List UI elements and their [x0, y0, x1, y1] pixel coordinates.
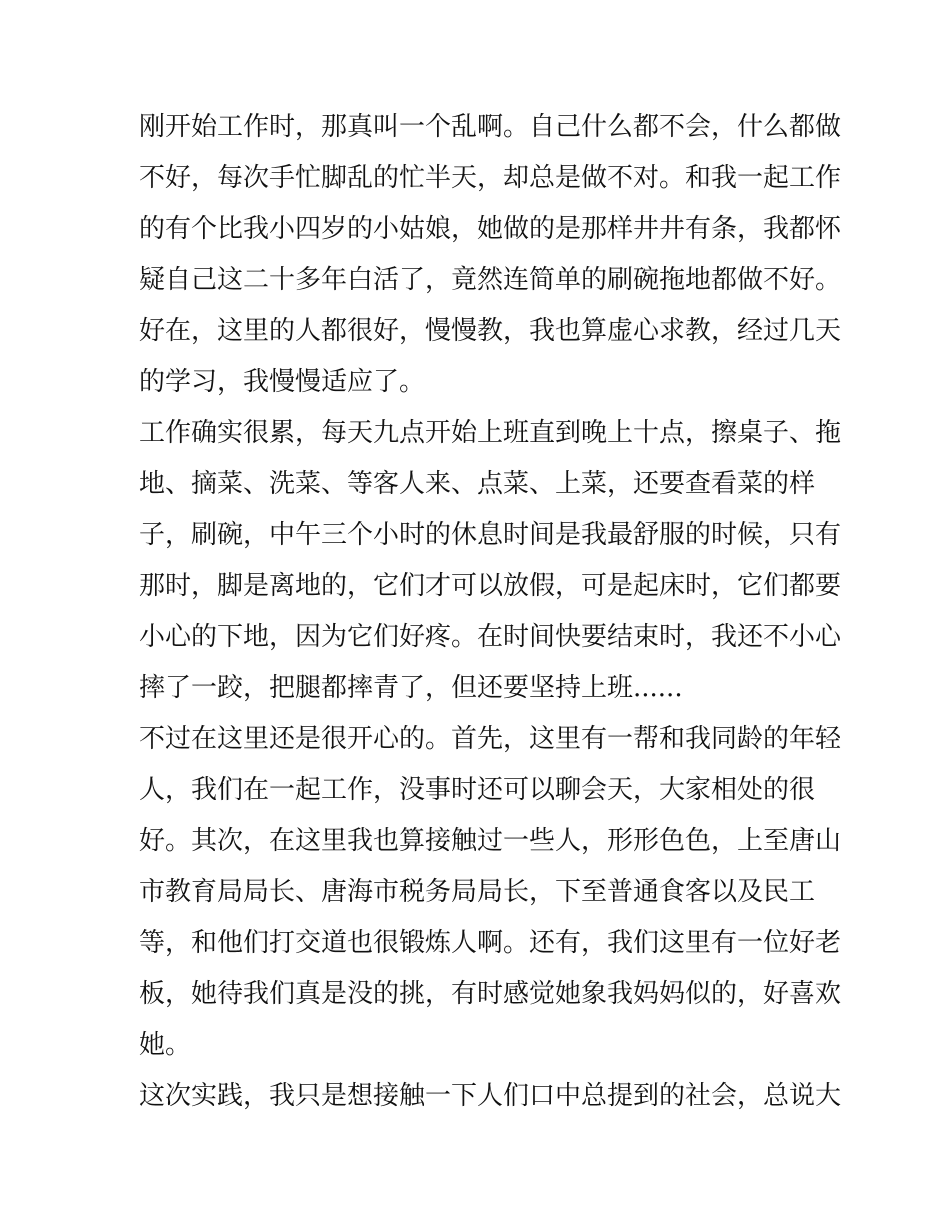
text-line: 子，刷碗，中午三个小时的休息时间是我最舒服的时候，只有	[139, 520, 842, 550]
text-line: 的有个比我小四岁的小姑娘，她做的是那样井井有条，我都怀	[139, 214, 842, 244]
text-line: 工作确实很累，每天九点开始上班直到晚上十点，擦桌子、拖	[139, 418, 842, 448]
text-line: 好在，这里的人都很好，慢慢教，我也算虚心求教，经过几天	[139, 316, 842, 346]
text-line: 好。其次，在这里我也算接触过一些人，形形色色，上至唐山	[139, 826, 842, 856]
text-line: 疑自己这二十多年白活了，竟然连简单的刷碗拖地都做不好。	[139, 265, 842, 295]
text-line: 的学习，我慢慢适应了。	[139, 367, 426, 397]
text-line: 这次实践，我只是想接触一下人们口中总提到的社会，总说大	[139, 1081, 842, 1111]
text-line: 市教育局局长、唐海市税务局局长，下至普通食客以及民工	[139, 877, 816, 907]
text-line: 不过在这里还是很开心的。首先，这里有一帮和我同龄的年轻	[139, 724, 842, 754]
text-line: 摔了一跤，把腿都摔青了，但还要坚持上班......	[139, 673, 683, 703]
text-line: 那时，脚是离地的，它们才可以放假，可是起床时，它们都要	[139, 571, 842, 601]
text-line: 板，她待我们真是没的挑，有时感觉她象我妈妈似的，好喜欢	[139, 979, 842, 1009]
text-line: 不好，每次手忙脚乱的忙半天，却总是做不对。和我一起工作	[139, 163, 842, 193]
text-line: 刚开始工作时，那真叫一个乱啊。自己什么都不会，什么都做	[139, 112, 842, 142]
text-line: 她。	[139, 1030, 192, 1060]
body-text	[139, 102, 842, 1122]
text-line: 等，和他们打交道也很锻炼人啊。还有，我们这里有一位好老	[139, 928, 842, 958]
text-line: 小心的下地，因为它们好疼。在时间快要结束时，我还不小心	[139, 622, 842, 652]
text-line: 地、摘菜、洗菜、等客人来、点菜、上菜，还要查看菜的样	[139, 469, 816, 499]
text-line: 人，我们在一起工作，没事时还可以聊会天，大家相处的很	[139, 775, 816, 805]
